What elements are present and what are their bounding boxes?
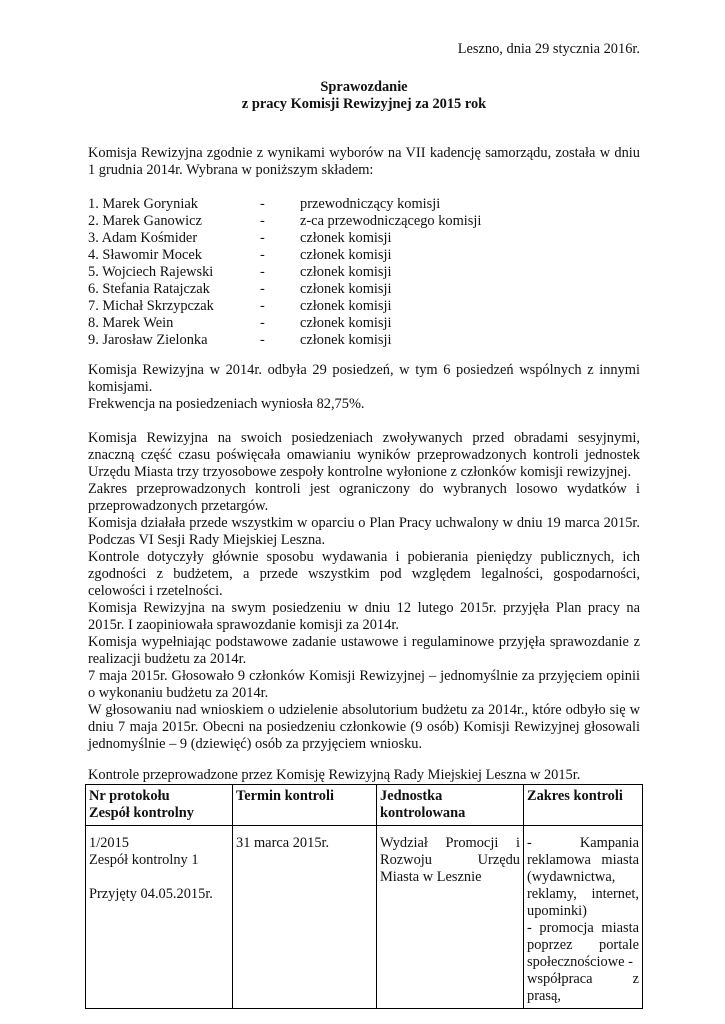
intro-text: Komisja Rewizyjna zgodnie z wynikami wyborów na VII kadencję samorządu, została w dniu 1 grudnia 2014r. Wybrana w poniższym składem: (88, 145, 640, 178)
body-paragraph: Komisja Rewizyjna na swym posiedzeniu w dniu 12 lutego 2015r. przyjęła Plan pracy na 2015r. I zaopiniowała sprawozdanie komisji za 2014r. (88, 600, 640, 633)
member-row (88, 332, 640, 349)
header-scope: Zakres kontroli (524, 785, 643, 826)
member-row (88, 298, 640, 315)
body-paragraph: W głosowaniu nad wnioskiem o udzielenie absolutorium budżetu za 2014r., które odbyło się w dniu 7 maja 2015r. Obecni na posiedzeniu członkowie (9 osób) Komisji Rewizyjnej głosowali jednomyślnie – 9 (dziewięć) osób za przyjęciem wniosku. (88, 702, 640, 752)
cell-date: 31 marca 2015r. (233, 826, 377, 1009)
scope-item: - promocja miasta poprzez portale społecznościowe - (527, 920, 639, 970)
member-role: członek komisji (300, 281, 392, 297)
body-paragraph: Komisja działała przede wszystkim w oparciu o Plan Pracy uchwalony w dniu 19 marca 2015r. Podczas VI Sesji Rady Miejskiej Leszna. (88, 515, 640, 548)
member-dash: - (260, 298, 265, 314)
member-dash: - (260, 332, 265, 348)
header-protocol-line1: Nr protokołu (89, 788, 170, 804)
member-row (88, 213, 640, 230)
cell-unit: Wydział Promocji i Rozwoju Urzędu Miasta w Lesznie (377, 826, 524, 1009)
control-team: Zespół kontrolny 1 (89, 852, 199, 868)
members-list (88, 196, 640, 349)
member-role: członek komisji (300, 230, 392, 246)
member-dash: - (260, 230, 265, 246)
member-dash: - (260, 281, 265, 297)
meetings-section (88, 362, 640, 413)
document-title (88, 79, 640, 113)
header-protocol (86, 785, 233, 826)
accepted-date: Przyjęty 04.05.2015r. (89, 886, 213, 902)
member-role: przewodniczący komisji (300, 196, 441, 212)
body-paragraph: Kontrole dotyczyły głównie sposobu wydawania i pobierania pieniędzy publicznych, ich zgodności z budżetem, a przede wszystkim pod względem legalności, gospodarności, celowości i rzetelności. (88, 549, 640, 599)
table-row (86, 826, 643, 1009)
cell-protocol (86, 826, 233, 1009)
cell-scope (524, 826, 643, 1009)
body-paragraph: Zakres przeprowadzonych kontroli jest ograniczony do wybranych losowo wydatków i przeprowadzonych przetargów. (88, 481, 640, 514)
member-role: członek komisji (300, 298, 392, 314)
member-role: członek komisji (300, 332, 392, 348)
spacer (89, 869, 229, 886)
activity-section (88, 430, 640, 753)
body-paragraph: 7 maja 2015r. Głosowało 9 członków Komisji Rewizyjnej – jednomyślnie za przyjęciem opinii o wykonaniu budżetu za 2014r. (88, 668, 640, 701)
member-role: członek komisji (300, 315, 392, 331)
member-dash: - (260, 213, 265, 229)
header-protocol-line2: Zespół kontrolny (89, 805, 194, 821)
member-role: członek komisji (300, 264, 392, 280)
title-line-1: Sprawozdanie (320, 79, 408, 95)
date-line: Leszno, dnia 29 stycznia 2016r. (457, 41, 640, 57)
member-dash: - (260, 264, 265, 280)
member-name: 6. Stefania Ratajczak (88, 281, 210, 297)
scope-item: współpraca z prasą, (527, 971, 639, 1004)
member-role: z-ca przewodniczącego komisji (300, 213, 482, 229)
table-caption: Kontrole przeprowadzone przez Komisję Rewizyjną Rady Miejskiej Leszna w 2015r. (88, 767, 581, 783)
member-row (88, 196, 640, 213)
member-name: 7. Michał Skrzypczak (88, 298, 214, 314)
member-dash: - (260, 247, 265, 263)
controls-table (85, 784, 643, 1009)
intro-paragraph (88, 145, 640, 179)
member-dash: - (260, 196, 265, 212)
member-name: 1. Marek Goryniak (88, 196, 198, 212)
member-row (88, 315, 640, 332)
table-header-row (86, 785, 643, 826)
member-dash: - (260, 315, 265, 331)
member-name: 2. Marek Ganowicz (88, 213, 202, 229)
member-name: 4. Sławomir Mocek (88, 247, 202, 263)
member-row (88, 264, 640, 281)
body-paragraph: Komisja wypełniając podstawowe zadanie ustawowe i regulaminowe przyjęła sprawozdanie z realizacji budżetu za 2014r. (88, 634, 640, 667)
member-row (88, 230, 640, 247)
scope-item: - Kampania reklamowa miasta (wydawnictwa, reklamy, internet, upominki) (527, 835, 639, 919)
header-unit: Jednostka kontrolowana (377, 785, 524, 826)
member-name: 8. Marek Wein (88, 315, 174, 331)
member-name: 9. Jarosław Zielonka (88, 332, 208, 348)
member-row (88, 281, 640, 298)
attendance-text: Frekwencja na posiedzeniach wyniosła 82,75%. (88, 396, 365, 412)
member-name: 5. Wojciech Rajewski (88, 264, 214, 280)
member-row (88, 247, 640, 264)
member-role: członek komisji (300, 247, 392, 263)
title-line-2: z pracy Komisji Rewizyjnej za 2015 rok (241, 96, 487, 112)
header-date: Termin kontroli (233, 785, 377, 826)
protocol-number: 1/2015 (89, 835, 129, 851)
sessions-text: Komisja Rewizyjna w 2014r. odbyła 29 posiedzeń, w tym 6 posiedzeń wspólnych z innymi komisjami. (88, 362, 640, 395)
member-name: 3. Adam Kośmider (88, 230, 198, 246)
body-paragraph: Komisja Rewizyjna na swoich posiedzeniach zwoływanych przed obradami sesyjnymi, znaczną część czasu poświęcała omawianiu wyników przeprowadzonych kontroli jednostek Urzędu Miasta trzy trzyosobowe zespoły kontrolne wyłonione z członków komisji rewizyjnej. (88, 430, 640, 480)
